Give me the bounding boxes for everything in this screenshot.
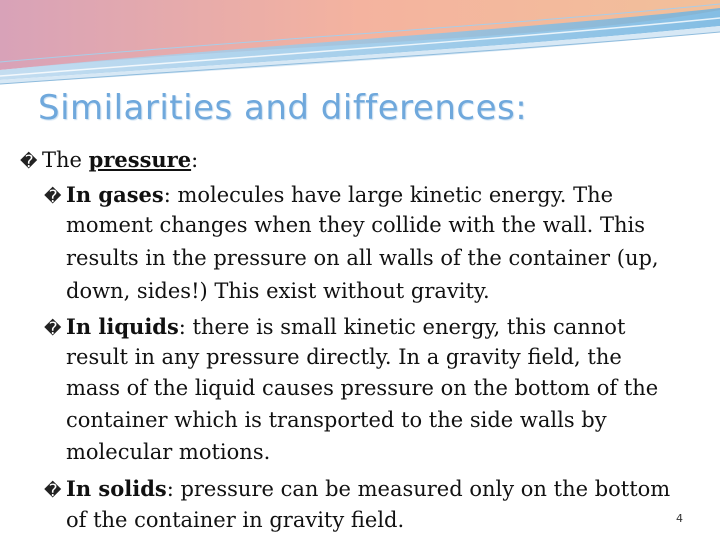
gases-line: results in the pressure on all walls of the container (up, (66, 246, 659, 270)
bullet-glyph-icon: � (44, 481, 62, 501)
intro-text-post: : (191, 148, 199, 172)
bullet-glyph-icon: � (44, 319, 62, 339)
solids-keyword: solids (98, 476, 167, 501)
gases-line: moment changes when they collide with the wall. This (66, 213, 646, 237)
liquids-line: molecular motions. (66, 440, 271, 464)
liquids-line: mass of the liquid causes pressure on the bottom of the (66, 376, 659, 400)
solids-line1: : pressure can be measured only on the bottom (166, 477, 671, 501)
liquids-keyword-pre: In (66, 314, 99, 339)
liquids-line1: : there is small kinetic energy, this cannot (178, 315, 626, 339)
bullet-solids (44, 474, 670, 506)
intro-text-pre: The (42, 148, 89, 172)
gases-line: down, sides!) This exist without gravity. (66, 279, 490, 303)
bullet-glyph-icon: � (44, 187, 62, 207)
solids-line: of the container in gravity field. (66, 508, 405, 532)
liquids-line: container which is transported to the side walls by (66, 408, 607, 432)
slide-title: Similarities and differences: (38, 88, 528, 128)
bullet-intro (20, 145, 198, 177)
liquids-line: result in any pressure directly. In a gravity field, the (66, 345, 622, 369)
bullet-liquids (44, 312, 625, 344)
gases-line1: : molecules have large kinetic energy. The (163, 183, 614, 207)
liquids-keyword: liquids (98, 314, 179, 339)
gases-keyword: In gases (66, 182, 164, 207)
bullet-gases (44, 180, 613, 212)
bullet-glyph-icon: � (20, 152, 38, 172)
solids-keyword-pre: In (66, 476, 99, 501)
intro-keyword: pressure (88, 147, 192, 172)
page-number: 4 (676, 512, 683, 525)
